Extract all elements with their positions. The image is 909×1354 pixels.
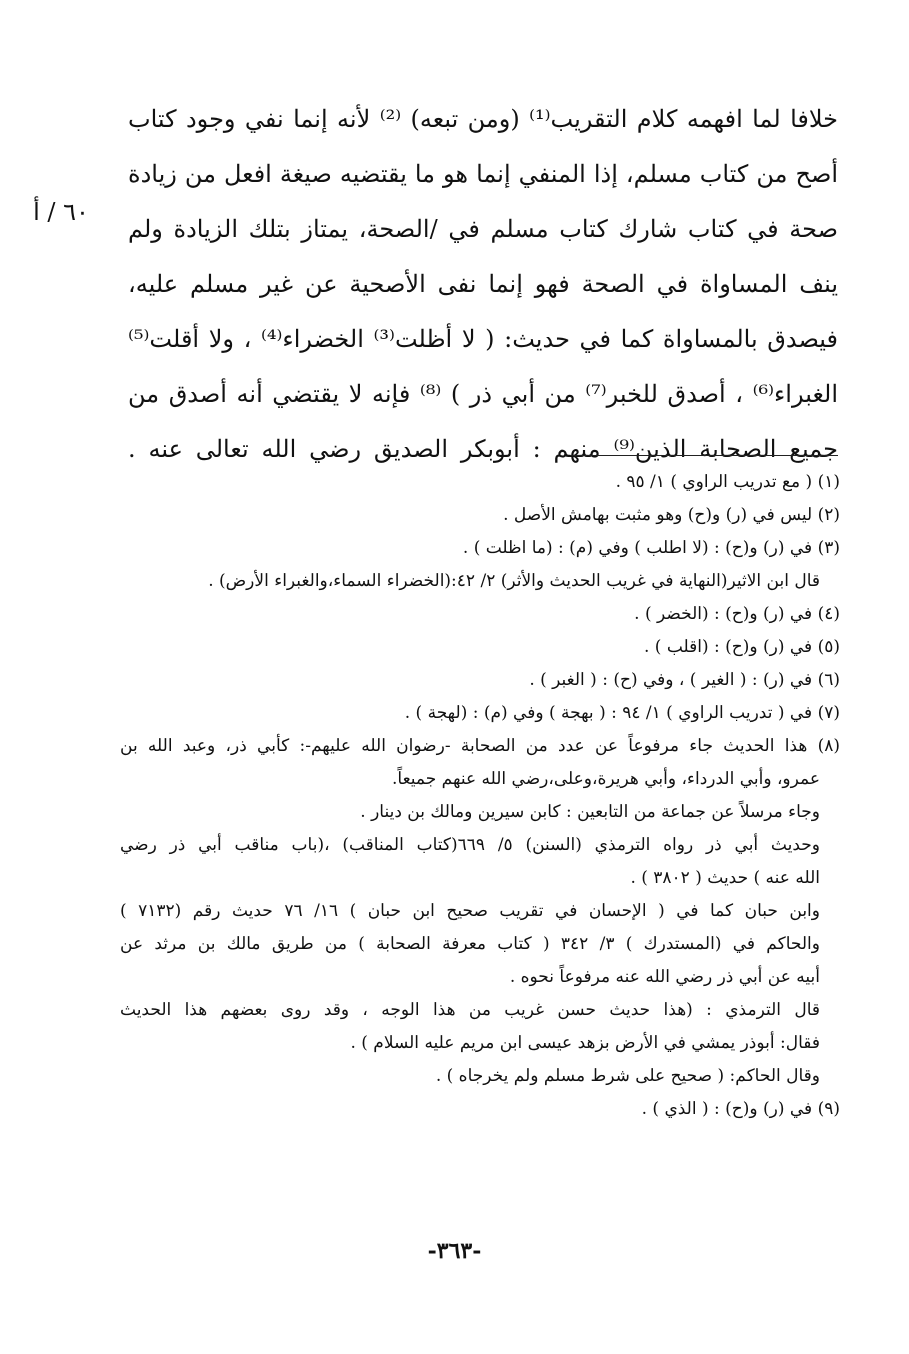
footnote: الله عنه ) حديث ( ٣٨٠٢ ) .	[630, 868, 820, 888]
footnote: عمرو، وأبي الدرداء، وأبي هريرة،وعلى،رضي الله عنهم جميعاً.	[392, 769, 820, 789]
body-line: فيصدق بالمساواة كما في حديث: ( لا أظلت⁽³⁾ الخضراء⁽⁴⁾ ، ولا أقلت⁽⁵⁾	[128, 325, 838, 353]
footnote: قال الترمذي : (هذا حديث حسن غريب من هذا الوجه ، وقد روى بعضهم هذا الحديث	[120, 1000, 820, 1020]
footnotes	[120, 466, 840, 1126]
body-line: الغبراء⁽⁶⁾ ، أصدق للخبر⁽⁷⁾ من أبي ذر ) ⁽⁸⁾ فإنه لا يقتضي أنه أصدق من	[128, 380, 838, 408]
footnote: (٣) في (ر) و(ح) : (لا اطلب ) وفي (م) : (ما اظلت ) .	[462, 538, 840, 558]
footnote: (٩) في (ر) و(ح) : ( الذي ) .	[641, 1099, 840, 1119]
footnote: وجاء مرسلاً عن جماعة من التابعين : كابن سيرين ومالك بن دينار .	[360, 802, 820, 822]
body-line: خلافا لما افهمه كلام التقريب⁽¹⁾ (ومن تبعه) ⁽²⁾ لأنه إنما نفي وجود كتاب	[128, 105, 838, 133]
body-line: صحة في كتاب شارك كتاب مسلم في /الصحة، يمتاز بتلك الزيادة ولم	[128, 215, 838, 243]
footnote: (٢) ليس في (ر) و(ح) وهو مثبت بهامش الأصل .	[503, 505, 840, 525]
footnote-separator	[570, 455, 838, 456]
footnote: (٨) هذا الحديث جاء مرفوعاً عن عدد من الصحابة -رضوان الله عليهم-: كأبي ذر، وعبد الله بن	[120, 736, 840, 756]
body-line: جميع الصحابة الذين⁽⁹⁾ منهم : أبوبكر الصديق رضي الله تعالى عنه .	[128, 435, 838, 463]
page-number: -٣٦٣-	[427, 1238, 482, 1264]
body-line: أصح من كتاب مسلم، إذا المنفي إنما هو ما يقتضيه صيغة افعل من زيادة	[128, 160, 838, 188]
footnote: وقال الحاكم: ( صحيح على شرط مسلم ولم يخرجاه ) .	[435, 1066, 820, 1086]
footnote: والحاكم في (المستدرك ) ٣/ ٣٤٢ ( كتاب معرفة الصحابة ) من طريق مالك بن مرثد عن	[120, 934, 820, 954]
main-text	[128, 92, 838, 477]
footnote: وحديث أبي ذر رواه الترمذي (السنن) ٥/ ٦٦٩(كتاب المناقب) ،(باب مناقب أبي ذر رضي	[120, 835, 820, 855]
margin-folio-note: ٦٠ / أ	[33, 198, 89, 226]
footnote: (٤) في (ر) و(ح) : (الخضر ) .	[634, 604, 840, 624]
footnote: (١) ( مع تدريب الراوي ) ١/ ٩٥ .	[615, 472, 840, 492]
footnote: (٥) في (ر) و(ح) : (اقلب ) .	[643, 637, 840, 657]
footnote: وابن حبان كما في ( الإحسان في تقريب صحيح ابن حبان ) ١٦/ ٧٦ حديث رقم (٧١٣٢ )	[120, 901, 820, 921]
footnote: أبيه عن أبي ذر رضي الله عنه مرفوعاً نحوه .	[509, 967, 820, 987]
footnote: (٦) في (ر) : ( الغير ) ، وفي (ح) : ( الغبر ) .	[529, 670, 840, 690]
footnote: فقال: أبوذر يمشي في الأرض بزهد عيسى ابن مريم عليه السلام ) .	[350, 1033, 820, 1053]
body-line: ينف المساواة في الصحة فهو إنما نفى الأصحية عن غير مسلم عليه،	[128, 270, 838, 298]
footnote: قال ابن الاثير(النهاية في غريب الحديث والأثر) ٢/ ٤٢:(الخضراء السماء،والغبراء الأرض) .	[208, 571, 820, 591]
footnote: (٧) في ( تدريب الراوي ) ١/ ٩٤ : ( بهجة ) وفي (م) : (لهجة ) .	[404, 703, 840, 723]
